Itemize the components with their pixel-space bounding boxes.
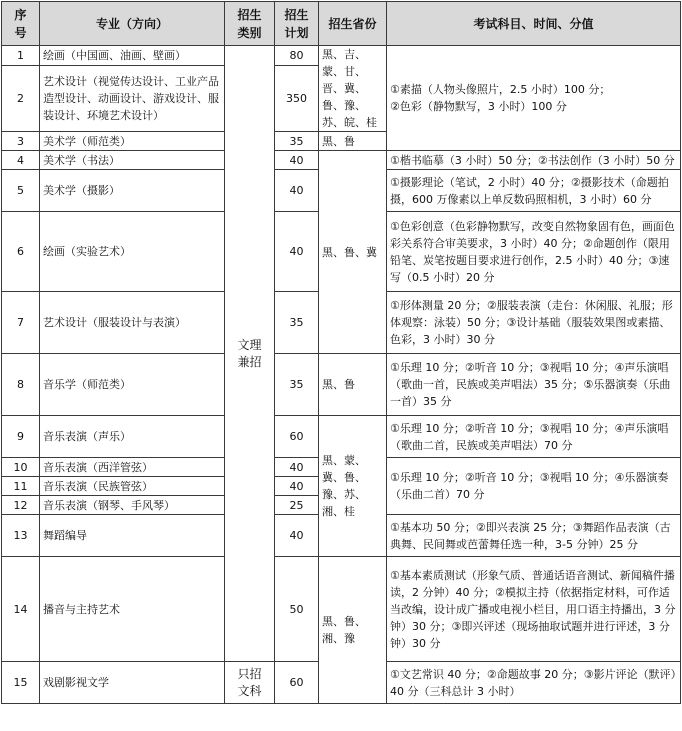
seq-cell: 5 [2, 170, 40, 212]
exam-cell: ①乐理 10 分；②听音 10 分；③视唱 10 分；④声乐演唱（歌曲二首，民族或美声唱法）70 分 [387, 416, 681, 458]
exam-cell: ①楷书临摹（3 小时）50 分；②书法创作（3 小时）50 分 [387, 151, 681, 170]
plan-cell: 40 [275, 151, 319, 170]
header-plan: 招生 计划 [275, 2, 319, 46]
major-cell: 美术学（书法） [40, 151, 225, 170]
plan-cell: 50 [275, 557, 319, 662]
provinces-cell: 黑、吉、蒙、甘、晋、冀、鲁、豫、苏、皖、桂 [319, 46, 387, 132]
plan-cell: 35 [275, 132, 319, 151]
header-row [2, 2, 681, 46]
major-cell: 绘画（实验艺术） [40, 212, 225, 292]
plan-cell: 40 [275, 170, 319, 212]
exam-cell: ①摄影理论（笔试，2 小时）40 分；②摄影技术（命题拍摄，600 万像素以上单反数码照相机，3 小时）60 分 [387, 170, 681, 212]
table-row [2, 557, 681, 662]
exam-cell: ①基本功 50 分；②即兴表演 25 分；③舞蹈作品表演（古典舞、民间舞或芭蕾舞任选一种，3-5 分钟）25 分 [387, 515, 681, 557]
table-row [2, 46, 681, 66]
provinces-cell: 黑、蒙、冀、鲁、豫、苏、湘、桂 [319, 416, 387, 557]
plan-cell: 80 [275, 46, 319, 66]
seq-cell: 3 [2, 132, 40, 151]
major-cell: 美术学（摄影） [40, 170, 225, 212]
exam-cell: ①形体测量 20 分；②服装表演（走台：休闲服、礼服；形体观察：泳装）50 分；③设计基础（服装效果图或素描、色彩，3 小时）30 分 [387, 292, 681, 354]
seq-cell: 7 [2, 292, 40, 354]
exam-cell: ①乐理 10 分；②听音 10 分；③视唱 10 分；④声乐演唱（歌曲一首，民族或美声唱法）35 分；⑤乐器演奏（乐曲一首）35 分 [387, 354, 681, 416]
plan-cell: 35 [275, 354, 319, 416]
seq-cell: 10 [2, 458, 40, 477]
plan-cell: 25 [275, 496, 319, 515]
header-exam: 考试科目、时间、分值 [387, 2, 681, 46]
major-cell: 音乐表演（民族管弦） [40, 477, 225, 496]
major-cell: 音乐表演（声乐） [40, 416, 225, 458]
table-row [2, 416, 681, 458]
plan-cell: 40 [275, 515, 319, 557]
table-row [2, 354, 681, 416]
seq-cell: 2 [2, 66, 40, 132]
major-cell: 艺术设计（视觉传达设计、工业产品造型设计、动画设计、游戏设计、服装设计、环境艺术设计） [40, 66, 225, 132]
seq-cell: 8 [2, 354, 40, 416]
seq-cell: 4 [2, 151, 40, 170]
admissions-table [1, 1, 681, 704]
major-cell: 舞蹈编导 [40, 515, 225, 557]
provinces-cell: 黑、鲁 [319, 354, 387, 416]
plan-cell: 40 [275, 458, 319, 477]
category-cell-main: 文理 兼招 [225, 46, 275, 662]
seq-cell: 6 [2, 212, 40, 292]
provinces-cell: 黑、鲁、湘、豫 [319, 557, 387, 704]
header-category: 招生 类别 [225, 2, 275, 46]
major-cell: 播音与主持艺术 [40, 557, 225, 662]
major-cell: 艺术设计（服装设计与表演） [40, 292, 225, 354]
exam-cell: ①素描（人物头像照片，2.5 小时）100 分； ②色彩（静物默写，3 小时）100 分 [387, 46, 681, 151]
seq-cell: 11 [2, 477, 40, 496]
plan-cell: 40 [275, 212, 319, 292]
seq-cell: 12 [2, 496, 40, 515]
major-cell: 美术学（师范类） [40, 132, 225, 151]
plan-cell: 60 [275, 416, 319, 458]
major-cell: 音乐表演（西洋管弦） [40, 458, 225, 477]
header-major: 专业（方向） [40, 2, 225, 46]
plan-cell: 35 [275, 292, 319, 354]
seq-cell: 9 [2, 416, 40, 458]
exam-cell: ①乐理 10 分；②听音 10 分；③视唱 10 分；④乐器演奏（乐曲二首）70 分 [387, 458, 681, 515]
exam-cell: ①基本素质测试（形象气质、普通话语音测试、新闻稿件播读，2 分钟）40 分；②模拟主持（依据指定材料，可作适当改编，设计成广播或电视小栏目，用口语主持播出，3 分钟）30 分；③即兴评述（现场抽取试题并进行评述，3 分钟）30 分 [387, 557, 681, 662]
seq-cell: 1 [2, 46, 40, 66]
plan-cell: 350 [275, 66, 319, 132]
provinces-cell: 黑、鲁、冀 [319, 151, 387, 354]
major-cell: 音乐学（师范类） [40, 354, 225, 416]
exam-cell: ①文艺常识 40 分；②命题故事 20 分；③影片评论（默评）40 分（三科总计 3 小时） [387, 662, 681, 704]
seq-cell: 13 [2, 515, 40, 557]
plan-cell: 40 [275, 477, 319, 496]
exam-cell: ①色彩创意（色彩静物默写，改变自然物象固有色，画面色彩关系符合审美要求，3 小时）40 分；②命题创作（限用铅笔、炭笔按题目要求进行创作，2.5 小时）40 分；③速写（0.5 小时）20 分 [387, 212, 681, 292]
seq-cell: 15 [2, 662, 40, 704]
plan-cell: 60 [275, 662, 319, 704]
seq-cell: 14 [2, 557, 40, 662]
major-cell: 音乐表演（钢琴、手风琴） [40, 496, 225, 515]
major-cell: 戏剧影视文学 [40, 662, 225, 704]
header-provinces: 招生省份 [319, 2, 387, 46]
category-cell-row15: 只招 文科 [225, 662, 275, 704]
provinces-cell: 黑、鲁 [319, 132, 387, 151]
table-row [2, 151, 681, 170]
major-cell: 绘画（中国画、油画、壁画） [40, 46, 225, 66]
header-seq: 序 号 [2, 2, 40, 46]
